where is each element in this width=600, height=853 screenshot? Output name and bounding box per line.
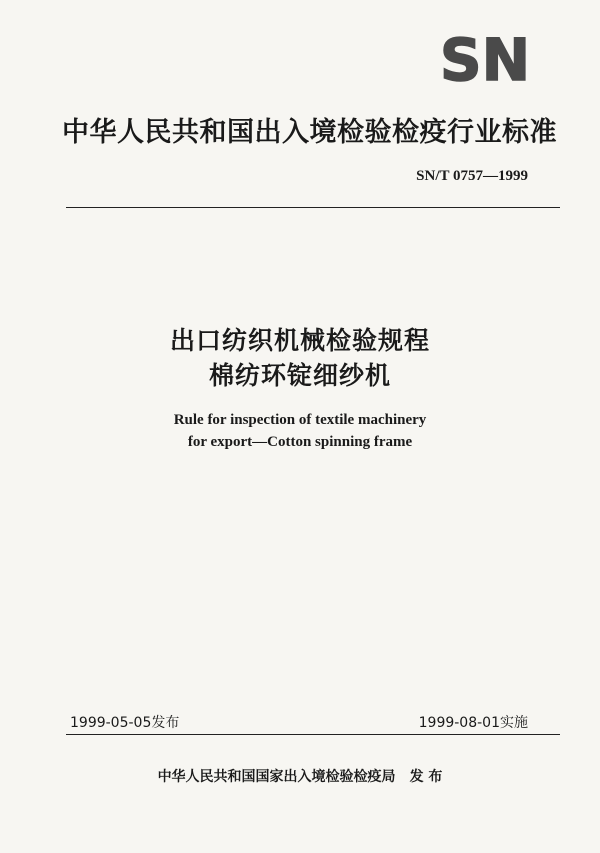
publisher-name: 中华人民共和国国家出入境检验检疫局	[157, 769, 396, 785]
english-title-line-2: for export—Cotton spinning frame	[187, 434, 413, 450]
chinese-title-line-2: 棉纺环锭细纱机	[208, 361, 391, 390]
chinese-title-line-1: 出口纺织机械检验规程	[169, 326, 430, 355]
standard-category-title: 中华人民共和国出入境检验检疫行业标准	[62, 117, 557, 148]
issue-date: 1999-05-05发布	[70, 715, 180, 731]
publish-action: 发 布	[409, 769, 443, 785]
english-title-line-1: Rule for inspection of textile machinery	[173, 412, 427, 428]
standard-number: SN/T 0757—1999	[416, 168, 528, 184]
publisher-line	[0, 766, 600, 786]
sn-logo-text: SN	[439, 30, 531, 88]
sn-logo-icon	[425, 30, 545, 88]
sn-logo	[425, 30, 545, 88]
implementation-date: 1999-08-01实施	[418, 715, 528, 731]
header-divider	[66, 207, 560, 208]
footer-divider	[66, 734, 560, 735]
